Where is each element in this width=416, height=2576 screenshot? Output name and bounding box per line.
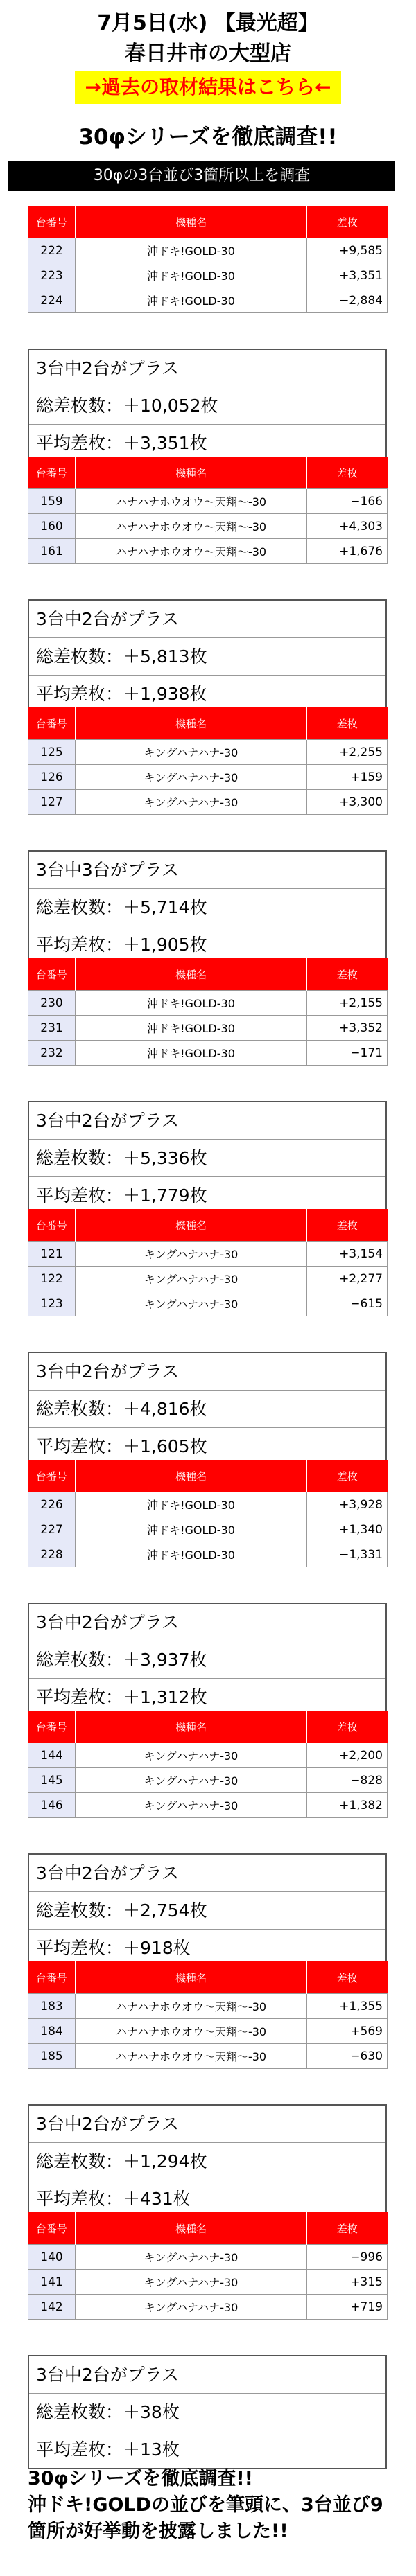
col-header-no: 台番号 xyxy=(28,707,76,740)
machine-diff: +159 xyxy=(307,765,388,790)
total-diff xyxy=(29,889,385,926)
summary-box xyxy=(28,349,387,463)
total-value: ＋10,052枚 xyxy=(123,396,218,416)
average-value: ＋1,905枚 xyxy=(123,935,207,955)
machine-model: キングハナハナ-30 xyxy=(76,1743,307,1768)
machine-diff: −166 xyxy=(307,489,388,514)
average-value: ＋3,351枚 xyxy=(123,433,207,453)
machine-model: ハナハナホウオウ〜天翔〜-30 xyxy=(76,514,307,539)
machine-diff: +1,340 xyxy=(307,1517,388,1542)
total-value: ＋1,294枚 xyxy=(123,2151,207,2171)
total-diff xyxy=(29,1140,385,1177)
col-header-no: 台番号 xyxy=(28,958,76,991)
machine-table xyxy=(28,707,388,815)
machine-diff: −2,884 xyxy=(307,288,388,313)
plus-count: 3台中2台がプラス xyxy=(29,1353,385,1391)
machine-diff: −171 xyxy=(307,1041,388,1066)
machine-diff: +2,155 xyxy=(307,991,388,1016)
machine-table xyxy=(28,206,388,313)
summary-box xyxy=(28,2104,387,2218)
machine-number: 159 xyxy=(28,489,76,514)
machine-number: 161 xyxy=(28,539,76,564)
condition-banner: 30φの3台並び3箇所以上を調査 xyxy=(8,161,395,191)
date-heading: 7月5日(水) 【最光超】 xyxy=(97,11,319,35)
table-row xyxy=(28,514,388,539)
col-header-model: 機種名 xyxy=(76,2212,307,2245)
average-label: 平均差枚： xyxy=(36,1436,123,1456)
machine-number: 142 xyxy=(28,2295,76,2320)
plus-count: 3台中2台がプラス xyxy=(29,1855,385,1892)
average-label: 平均差枚： xyxy=(36,684,123,704)
machine-diff: +2,200 xyxy=(307,1743,388,1768)
machine-diff: +3,928 xyxy=(307,1492,388,1517)
col-header-no: 台番号 xyxy=(28,457,76,489)
survey-title: 30φシリーズを徹底調査!! xyxy=(78,125,338,150)
machine-model: 沖ドキ!GOLD-30 xyxy=(76,288,307,313)
table-row xyxy=(28,991,388,1016)
machine-model: キングハナハナ-30 xyxy=(76,1242,307,1267)
table-row xyxy=(28,1768,388,1793)
total-value: ＋3,937枚 xyxy=(123,1650,207,1670)
machine-model: 沖ドキ!GOLD-30 xyxy=(76,1492,307,1517)
machine-diff: +3,300 xyxy=(307,790,388,815)
machine-number: 127 xyxy=(28,790,76,815)
machine-table xyxy=(28,2212,388,2320)
machine-number: 122 xyxy=(28,1267,76,1291)
average-label: 平均差枚： xyxy=(36,1938,123,1958)
average-label: 平均差枚： xyxy=(36,2440,123,2460)
col-header-model: 機種名 xyxy=(76,1209,307,1242)
machine-number: 228 xyxy=(28,1542,76,1567)
machine-table xyxy=(28,1961,388,2069)
total-value: ＋5,813枚 xyxy=(123,646,207,667)
machine-number: 144 xyxy=(28,1743,76,1768)
col-header-model: 機種名 xyxy=(76,457,307,489)
machine-diff: +2,255 xyxy=(307,740,388,765)
machine-diff: +3,154 xyxy=(307,1242,388,1267)
col-header-diff: 差枚 xyxy=(307,2212,388,2245)
average-label: 平均差枚： xyxy=(36,433,123,453)
machine-diff: +719 xyxy=(307,2295,388,2320)
table-row xyxy=(28,2245,388,2270)
machine-number: 160 xyxy=(28,514,76,539)
closing-line-2: 沖ドキ!GOLDの並びを筆頭に、3台並び9箇所が好挙動を披露しました!! xyxy=(28,2494,383,2542)
summary-box xyxy=(28,2355,387,2469)
col-header-no: 台番号 xyxy=(28,1209,76,1242)
total-diff xyxy=(29,2143,385,2180)
machine-model: キングハナハナ-30 xyxy=(76,2245,307,2270)
machine-number: 146 xyxy=(28,1793,76,1818)
table-row xyxy=(28,2295,388,2320)
plus-count: 3台中2台がプラス xyxy=(29,1604,385,1641)
machine-number: 231 xyxy=(28,1016,76,1041)
average-label: 平均差枚： xyxy=(36,1185,123,1206)
machine-diff: +315 xyxy=(307,2270,388,2295)
table-row xyxy=(28,2019,388,2044)
machine-model: ハナハナホウオウ〜天翔〜-30 xyxy=(76,539,307,564)
table-row xyxy=(28,1492,388,1517)
machine-number: 230 xyxy=(28,991,76,1016)
machine-model: 沖ドキ!GOLD-30 xyxy=(76,991,307,1016)
machine-diff: +1,355 xyxy=(307,1994,388,2019)
average-value: ＋1,605枚 xyxy=(123,1436,207,1456)
average-value: ＋1,938枚 xyxy=(123,684,207,704)
table-row xyxy=(28,1743,388,1768)
col-header-no: 台番号 xyxy=(28,1460,76,1492)
machine-table xyxy=(28,1460,388,1567)
machine-number: 185 xyxy=(28,2044,76,2069)
summary-box xyxy=(28,1603,387,1717)
store-heading: 春日井市の大型店 xyxy=(125,42,291,66)
total-value: ＋4,816枚 xyxy=(123,1399,207,1419)
machine-diff: −996 xyxy=(307,2245,388,2270)
machine-model: キングハナハナ-30 xyxy=(76,1793,307,1818)
machine-diff: −828 xyxy=(307,1768,388,1793)
machine-model: 沖ドキ!GOLD-30 xyxy=(76,1542,307,1567)
machine-model: キングハナハナ-30 xyxy=(76,740,307,765)
plus-count: 3台中3台がプラス xyxy=(29,852,385,889)
table-row xyxy=(28,1994,388,2019)
total-value: ＋5,336枚 xyxy=(123,1148,207,1168)
average-label: 平均差枚： xyxy=(36,2189,123,2209)
average-diff xyxy=(29,2431,385,2468)
machine-table xyxy=(28,1209,388,1316)
machine-model: キングハナハナ-30 xyxy=(76,765,307,790)
col-header-model: 機種名 xyxy=(76,707,307,740)
col-header-diff: 差枚 xyxy=(307,1460,388,1492)
plus-count: 3台中2台がプラス xyxy=(29,350,385,387)
total-label: 総差枚数： xyxy=(36,2402,123,2422)
col-header-diff: 差枚 xyxy=(307,1961,388,1994)
plus-count: 3台中2台がプラス xyxy=(29,2106,385,2143)
col-header-model: 機種名 xyxy=(76,1961,307,1994)
closing-line-1: 30φシリーズを徹底調査!! xyxy=(28,2468,253,2489)
machine-number: 140 xyxy=(28,2245,76,2270)
total-label: 総差枚数： xyxy=(36,1900,123,1921)
col-header-model: 機種名 xyxy=(76,1711,307,1743)
total-label: 総差枚数： xyxy=(36,897,123,917)
machine-number: 223 xyxy=(28,263,76,288)
summary-box xyxy=(28,1101,387,1215)
summary-box xyxy=(28,1352,387,1466)
table-row xyxy=(28,539,388,564)
table-row xyxy=(28,238,388,263)
summary-box xyxy=(28,1853,387,1968)
plus-count: 3台中2台がプラス xyxy=(29,2356,385,2394)
machine-model: 沖ドキ!GOLD-30 xyxy=(76,1041,307,1066)
total-diff xyxy=(29,2394,385,2431)
total-value: ＋38枚 xyxy=(123,2402,180,2422)
machine-model: キングハナハナ-30 xyxy=(76,1267,307,1291)
total-label: 総差枚数： xyxy=(36,1399,123,1419)
col-header-diff: 差枚 xyxy=(307,1711,388,1743)
machine-number: 126 xyxy=(28,765,76,790)
machine-model: キングハナハナ-30 xyxy=(76,2270,307,2295)
total-label: 総差枚数： xyxy=(36,1650,123,1670)
col-header-no: 台番号 xyxy=(28,1961,76,1994)
machine-diff: −630 xyxy=(307,2044,388,2069)
machine-diff: +4,303 xyxy=(307,514,388,539)
machine-diff: −1,331 xyxy=(307,1542,388,1567)
machine-model: 沖ドキ!GOLD-30 xyxy=(76,238,307,263)
table-row xyxy=(28,1291,388,1316)
total-diff xyxy=(29,387,385,425)
total-label: 総差枚数： xyxy=(36,1148,123,1168)
plus-count: 3台中2台がプラス xyxy=(29,601,385,638)
col-header-diff: 差枚 xyxy=(307,707,388,740)
col-header-diff: 差枚 xyxy=(307,1209,388,1242)
col-header-model: 機種名 xyxy=(76,1460,307,1492)
machine-diff: +1,676 xyxy=(307,539,388,564)
col-header-diff: 差枚 xyxy=(307,958,388,991)
machine-table xyxy=(28,457,388,564)
machine-model: ハナハナホウオウ〜天翔〜-30 xyxy=(76,2019,307,2044)
total-diff xyxy=(29,1391,385,1428)
table-row xyxy=(28,2044,388,2069)
table-row xyxy=(28,1242,388,1267)
total-diff xyxy=(29,638,385,676)
machine-model: ハナハナホウオウ〜天翔〜-30 xyxy=(76,2044,307,2069)
machine-model: ハナハナホウオウ〜天翔〜-30 xyxy=(76,489,307,514)
machine-number: 226 xyxy=(28,1492,76,1517)
col-header-no: 台番号 xyxy=(28,206,76,238)
table-row xyxy=(28,790,388,815)
col-header-model: 機種名 xyxy=(76,958,307,991)
closing-text xyxy=(28,2466,388,2545)
machine-model: 沖ドキ!GOLD-30 xyxy=(76,1016,307,1041)
table-row xyxy=(28,740,388,765)
total-label: 総差枚数： xyxy=(36,2151,123,2171)
col-header-model: 機種名 xyxy=(76,206,307,238)
machine-model: 沖ドキ!GOLD-30 xyxy=(76,1517,307,1542)
machine-number: 121 xyxy=(28,1242,76,1267)
machine-model: キングハナハナ-30 xyxy=(76,2295,307,2320)
col-header-no: 台番号 xyxy=(28,2212,76,2245)
machine-number: 183 xyxy=(28,1994,76,2019)
summary-box xyxy=(28,599,387,714)
machine-number: 125 xyxy=(28,740,76,765)
machine-diff: +3,351 xyxy=(307,263,388,288)
machine-number: 224 xyxy=(28,288,76,313)
average-value: ＋1,312枚 xyxy=(123,1687,207,1707)
machine-diff: −615 xyxy=(307,1291,388,1316)
table-row xyxy=(28,2270,388,2295)
machine-number: 222 xyxy=(28,238,76,263)
machine-table xyxy=(28,958,388,1066)
total-diff xyxy=(29,1892,385,1930)
machine-number: 227 xyxy=(28,1517,76,1542)
plus-count: 3台中2台がプラス xyxy=(29,1102,385,1140)
machine-model: ハナハナホウオウ〜天翔〜-30 xyxy=(76,1994,307,2019)
machine-model: キングハナハナ-30 xyxy=(76,790,307,815)
total-value: ＋2,754枚 xyxy=(123,1900,207,1921)
table-row xyxy=(28,1016,388,1041)
table-row xyxy=(28,489,388,514)
col-header-no: 台番号 xyxy=(28,1711,76,1743)
table-row xyxy=(28,1267,388,1291)
total-value: ＋5,714枚 xyxy=(123,897,207,917)
machine-number: 141 xyxy=(28,2270,76,2295)
machine-diff: +9,585 xyxy=(307,238,388,263)
machine-number: 145 xyxy=(28,1768,76,1793)
machine-diff: +569 xyxy=(307,2019,388,2044)
machine-model: キングハナハナ-30 xyxy=(76,1291,307,1316)
table-row xyxy=(28,288,388,313)
average-label: 平均差枚： xyxy=(36,935,123,955)
total-diff xyxy=(29,1641,385,1679)
col-header-diff: 差枚 xyxy=(307,206,388,238)
summary-box xyxy=(28,850,387,964)
machine-table xyxy=(28,1711,388,1818)
average-label: 平均差枚： xyxy=(36,1687,123,1707)
table-row xyxy=(28,263,388,288)
average-value: ＋1,779枚 xyxy=(123,1185,207,1206)
table-row xyxy=(28,1793,388,1818)
machine-diff: +3,352 xyxy=(307,1016,388,1041)
machine-number: 123 xyxy=(28,1291,76,1316)
machine-number: 184 xyxy=(28,2019,76,2044)
average-value: ＋918枚 xyxy=(123,1938,191,1958)
col-header-diff: 差枚 xyxy=(307,457,388,489)
table-row xyxy=(28,765,388,790)
machine-diff: +1,382 xyxy=(307,1793,388,1818)
machine-number: 232 xyxy=(28,1041,76,1066)
table-row xyxy=(28,1542,388,1567)
archive-link[interactable]: →過去の取材結果はこちら← xyxy=(75,71,341,104)
machine-model: キングハナハナ-30 xyxy=(76,1768,307,1793)
average-value: ＋13枚 xyxy=(123,2440,180,2460)
machine-diff: +2,277 xyxy=(307,1267,388,1291)
table-row xyxy=(28,1517,388,1542)
table-row xyxy=(28,1041,388,1066)
average-value: ＋431枚 xyxy=(123,2189,191,2209)
total-label: 総差枚数： xyxy=(36,396,123,416)
total-label: 総差枚数： xyxy=(36,646,123,667)
machine-model: 沖ドキ!GOLD-30 xyxy=(76,263,307,288)
